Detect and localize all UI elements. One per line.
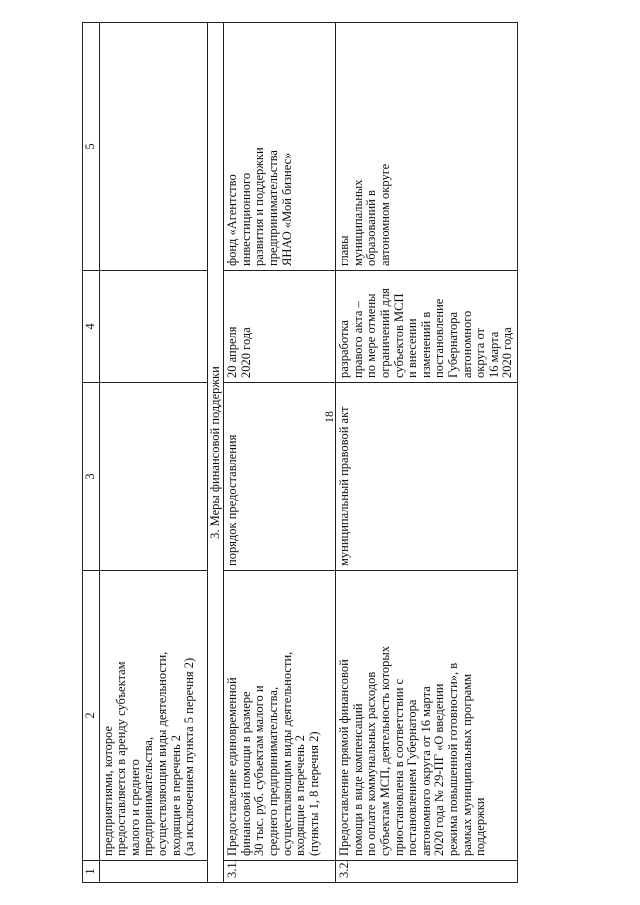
cell-measure-continued: предприятиями, которое предоставляется в аренду субъектам малого и среднего предпринимательства, осуществляющим виды деятельности, входящие в перечень 2 (за исключением пункта 5 перечня 2) xyxy=(99,571,207,861)
cell-deadline-empty xyxy=(99,271,207,383)
header-col-5: 5 xyxy=(83,23,100,271)
table-row xyxy=(336,23,518,883)
table-row-continuation xyxy=(99,23,207,883)
measure-description: Предоставление прямой финансовой помощи в виде компенсаций по оплате коммунальных расходов субъектам МСП, деятельность которых приостановлена в соответствии с постановлением Губернатора автономного округа от 16 марта 2020 года № 29-ПГ «О введении режима повышенной готовности», в рамках муниципальных программ поддержки xyxy=(336,571,518,861)
table-row xyxy=(224,23,336,883)
document-type: муниципальный правовой акт xyxy=(336,383,518,571)
cell-num-empty xyxy=(99,861,207,883)
responsible: фонд «Агентство инвестиционного развития и поддержки предпринимательства ЯНАО «Мой бизнес» xyxy=(224,23,336,271)
measure-description: Предоставление единовременной финансовой помощи в размере 30 тыс. руб. субъектам малого и среднего предпринимательства, осуществляющим виды деятельности, входящие в перечень 2 (пункты 1, 8 перечня 2) xyxy=(224,571,336,861)
deadline: 20 апреля 2020 года xyxy=(224,271,336,383)
page-number: 18 xyxy=(322,411,336,423)
header-col-4: 4 xyxy=(83,271,100,383)
deadline: разработка правого акта – по мере отмены ограничений для субъектов МСП и внесении изменений в постановление Губернатора автономного округа от 16 марта 2020 года xyxy=(336,271,518,383)
measures-table xyxy=(82,22,518,883)
section-title: 3. Меры финансовой поддержки xyxy=(207,23,224,883)
cell-document-empty xyxy=(99,383,207,571)
row-number: 3.1. xyxy=(224,861,336,883)
header-col-2: 2 xyxy=(83,571,100,861)
cell-responsible-empty xyxy=(99,23,207,271)
document-type: порядок предоставления xyxy=(224,383,336,571)
header-col-1: 1 xyxy=(83,861,100,883)
row-number: 3.2. xyxy=(336,861,518,883)
header-col-3: 3 xyxy=(83,383,100,571)
section-row xyxy=(207,23,224,883)
responsible: главы муниципальных образований в автономном округе xyxy=(336,23,518,271)
header-row xyxy=(83,23,100,883)
